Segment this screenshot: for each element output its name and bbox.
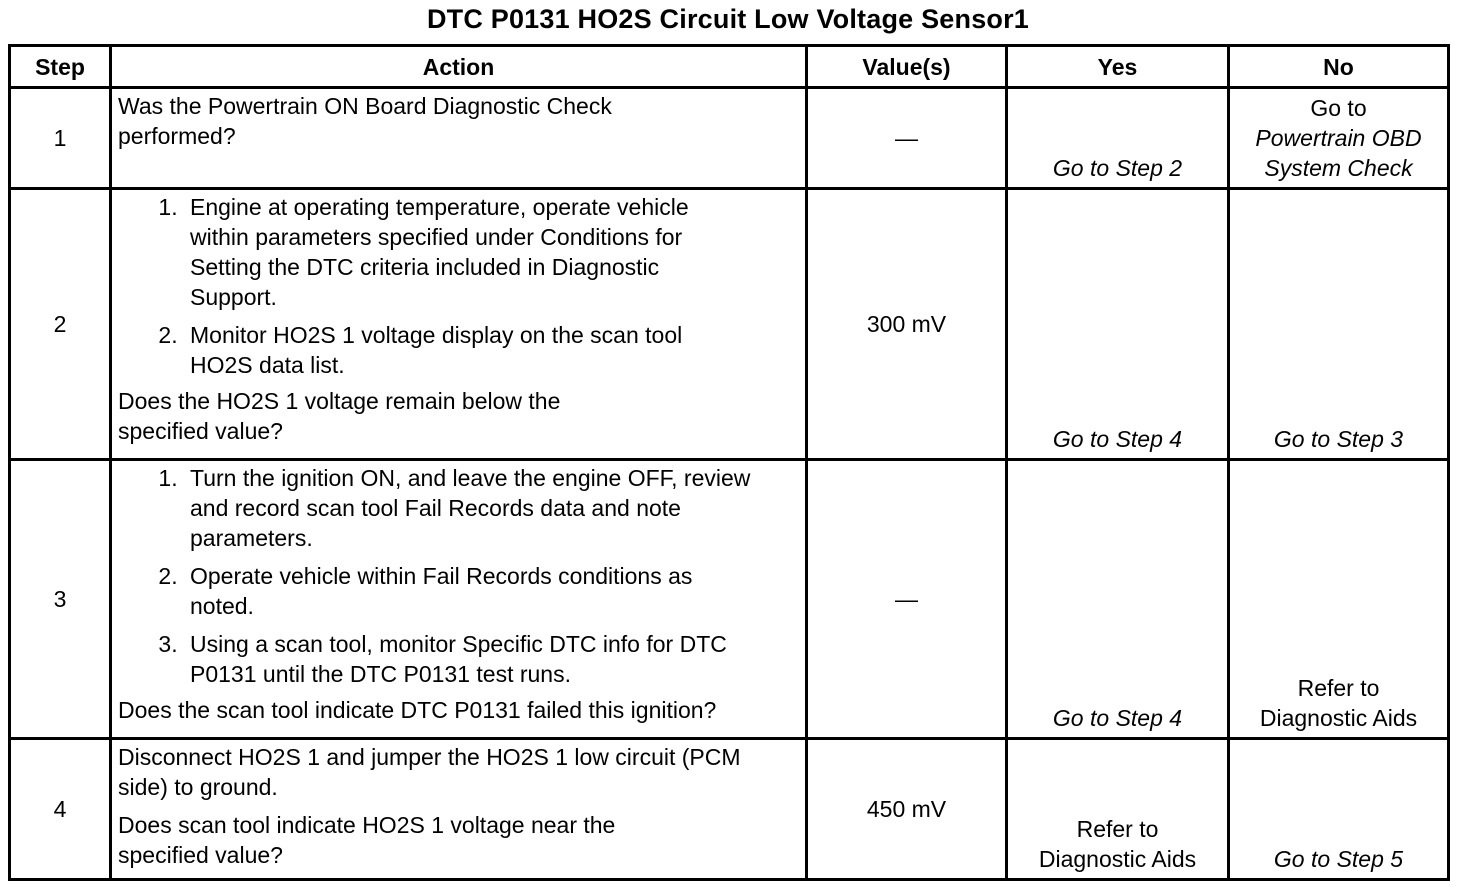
yes-link[interactable]: Go to Step 2: [1052, 155, 1183, 181]
action-question: Was the Powertrain ON Board Diagnostic Check performed?: [118, 93, 612, 149]
value-text: —: [895, 125, 918, 151]
yes-link[interactable]: Go to Step 4: [1052, 705, 1183, 731]
step-number: 2: [10, 189, 111, 460]
no-link[interactable]: Refer to Diagnostic Aids: [1259, 675, 1418, 731]
action-step-item: 1. Engine at operating temperature, operate vehicle within parameters specified under Conditions for Setting the DTC criteria included in Diagnostic Support.: [184, 192, 751, 312]
header-yes: Yes: [1007, 46, 1229, 88]
table-row: [10, 739, 1449, 880]
no-prefix: Go to: [1310, 95, 1367, 121]
no-cell: [1229, 88, 1449, 189]
header-no: No: [1229, 46, 1449, 88]
yes-link[interactable]: Go to Step 4: [1052, 426, 1183, 452]
yes-cell: [1007, 88, 1229, 189]
yes-link[interactable]: Refer to Diagnostic Aids: [1038, 816, 1197, 872]
value-cell: [807, 460, 1007, 739]
action-step-item: 3. Using a scan tool, monitor Specific DTC info for DTC P0131 until the DTC P0131 test runs.: [184, 629, 781, 689]
diagnostic-table: [8, 44, 1450, 881]
action-cell: [111, 739, 807, 880]
step-number: 3: [10, 460, 111, 739]
action-instruction: Disconnect HO2S 1 and jumper the HO2S 1 low circuit (PCM side) to ground.: [118, 744, 741, 800]
table-row: [10, 189, 1449, 460]
yes-cell: [1007, 189, 1229, 460]
step-number: 4: [10, 739, 111, 880]
no-link[interactable]: Go to Step 3: [1273, 426, 1404, 452]
header-action: Action: [111, 46, 807, 88]
table-row: [10, 88, 1449, 189]
value-text: 300 mV: [866, 311, 947, 337]
value-text: 450 mV: [866, 796, 947, 822]
action-step-item: 2. Monitor HO2S 1 voltage display on the scan tool HO2S data list.: [184, 320, 751, 380]
no-cell: [1229, 460, 1449, 739]
value-cell: [807, 739, 1007, 880]
page-title: DTC P0131 HO2S Circuit Low Voltage Sensor1: [426, 4, 1030, 34]
header-values: Value(s): [807, 46, 1007, 88]
step-number: 1: [10, 88, 111, 189]
no-link[interactable]: Go to Step 5: [1273, 846, 1404, 872]
value-cell: [807, 88, 1007, 189]
no-link[interactable]: Powertrain OBD System Check: [1255, 125, 1422, 181]
action-step-item: 1. Turn the ignition ON, and leave the engine OFF, review and record scan tool Fail Records data and note parameters.: [184, 463, 781, 553]
action-cell: [111, 88, 807, 189]
value-text: —: [895, 586, 918, 612]
action-question: Does scan tool indicate HO2S 1 voltage near the specified value?: [118, 812, 616, 868]
action-question: Does the HO2S 1 voltage remain below the specified value?: [118, 388, 561, 444]
table-header-row: [10, 46, 1449, 88]
action-cell: [111, 460, 807, 739]
action-steps: [118, 463, 801, 689]
header-step: Step: [10, 46, 111, 88]
table-row: [10, 460, 1449, 739]
yes-cell: [1007, 460, 1229, 739]
yes-cell: [1007, 739, 1229, 880]
action-steps: [118, 192, 801, 380]
value-cell: [807, 189, 1007, 460]
action-cell: [111, 189, 807, 460]
no-cell: [1229, 189, 1449, 460]
no-cell: [1229, 739, 1449, 880]
action-question: Does the scan tool indicate DTC P0131 failed this ignition?: [118, 697, 717, 723]
action-step-item: 2. Operate vehicle within Fail Records conditions as noted.: [184, 561, 781, 621]
